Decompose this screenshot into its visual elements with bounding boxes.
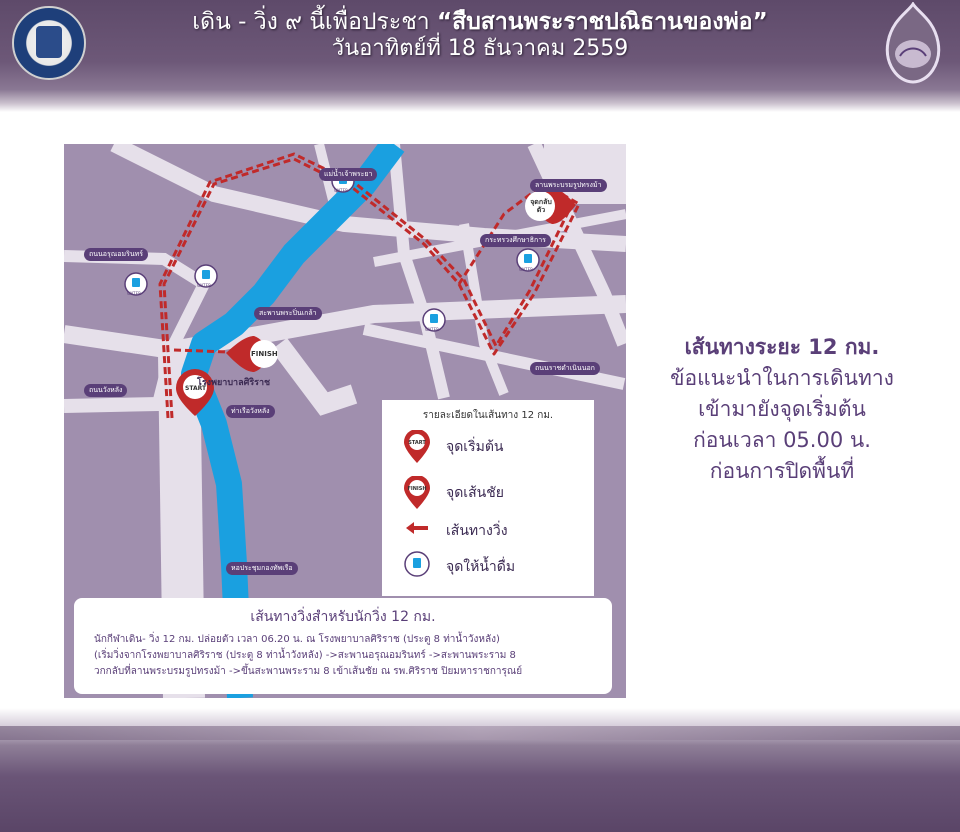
water-text-2: WATER [197,283,211,288]
legend-route [402,518,592,548]
side-line: ก่อนเวลา 05.00 น. [693,428,871,452]
legend-start [402,430,592,460]
legend-finish [402,476,592,506]
start-pin-icon [402,430,432,464]
water-text-1: WATER [334,188,348,193]
side-distance: เส้นทางระยะ 12 กม. [684,335,880,359]
header-title [160,8,800,36]
svg-text:START: START [408,440,426,446]
route-info-title: เส้นทางวิ่งสำหรับนักวิ่ง 12 กม. [250,609,436,625]
legend-water-label: จุดให้น้ำดื่ม [446,559,516,575]
route-info-line: วกกลับที่ลานพระบรมรูปทรงม้า ->ขึ้นสะพานพระราม 8 เข้าเส้นชัย ณ รพ.ศิริราช ปิยมหาราชการุณย์ [94,666,523,677]
legend-water [402,550,592,580]
header-title-prefix: เดิน - วิ่ง ๙ นี้เพื่อประชา [192,9,430,35]
route-info-line: นักกีฬาเดิน- วิ่ง 12 กม. ปล่อยตัว เวลา 06.20 น. ณ โรงพยาบาลศิริราช (ประตู 8 ท่าน้ำวังหลัง) [94,634,500,645]
legend-route-label: เส้นทางวิ่ง [446,523,508,539]
legend-title: รายละเอียดในเส้นทาง 12 กม. [422,410,554,421]
finish-pin-icon [402,476,432,510]
header-title-quote: “สืบสานพระราชปณิธานของพ่อ” [437,9,768,35]
header-banner [0,0,960,112]
label-ministry: กระทรวงศึกษาธิการ [480,234,551,247]
water-text-3: WATER [127,291,141,296]
university-logo [12,6,86,80]
route-info-line: (เริ่มวิ่งจากโรงพยาบาลศิริราช (ประตู 8 ท่าน้ำวังหลัง) ->สะพานอรุณอมรินทร์ ->สะพานพระราม 8 [94,650,516,661]
start-pin-text: START [185,385,207,392]
legend-start-label: จุดเริ่มต้น [446,439,504,455]
label-hor-prachum: หอประชุมกองทัพเรือ [226,562,298,575]
svg-text:FINISH: FINISH [407,486,427,492]
label-pinklao-bridge: สะพานพระปิ่นเกล้า [254,307,322,320]
label-wanglang-pier: ท่าเรือวังหลัง [226,405,275,418]
label-lan-phra: ลานพระบรมรูปทรงม้า [530,179,607,192]
water-icon [402,550,432,580]
label-phra-chao: แม่น้ำเจ้าพระยา [319,168,377,181]
hospital-label: โรงพยาบาลศิริราช [197,378,271,388]
water-text-4: WATER [519,267,533,272]
event-logo [878,2,948,84]
label-ratchadamnoen: ถนนราชดำเนินนอก [530,362,600,375]
finish-pin-text: FINISH [251,350,278,358]
label-arun-amarin: ถนนอรุณอมรินทร์ [84,248,148,261]
side-line: เข้ามายังจุดเริ่มต้น [698,397,866,421]
side-line: ก่อนการปิดพื้นที่ [709,459,855,483]
water-text-5: WATER [425,327,439,332]
legend-finish-label: จุดเส้นชัย [446,485,504,501]
route-arrow-icon [402,518,432,538]
route-info-box [74,598,612,694]
side-line: ข้อแนะนำในการเดินทาง [670,366,894,390]
label-wanglang: ถนนวังหลัง [84,384,127,397]
map-legend [382,400,594,596]
header-date: วันอาทิตย์ที่ 18 ธันวาคม 2559 [331,36,629,61]
route-map [64,144,626,698]
side-description [640,332,924,487]
footer-banner [0,708,960,832]
turnaround-pin-text: จุดกลับตัว [530,198,552,214]
